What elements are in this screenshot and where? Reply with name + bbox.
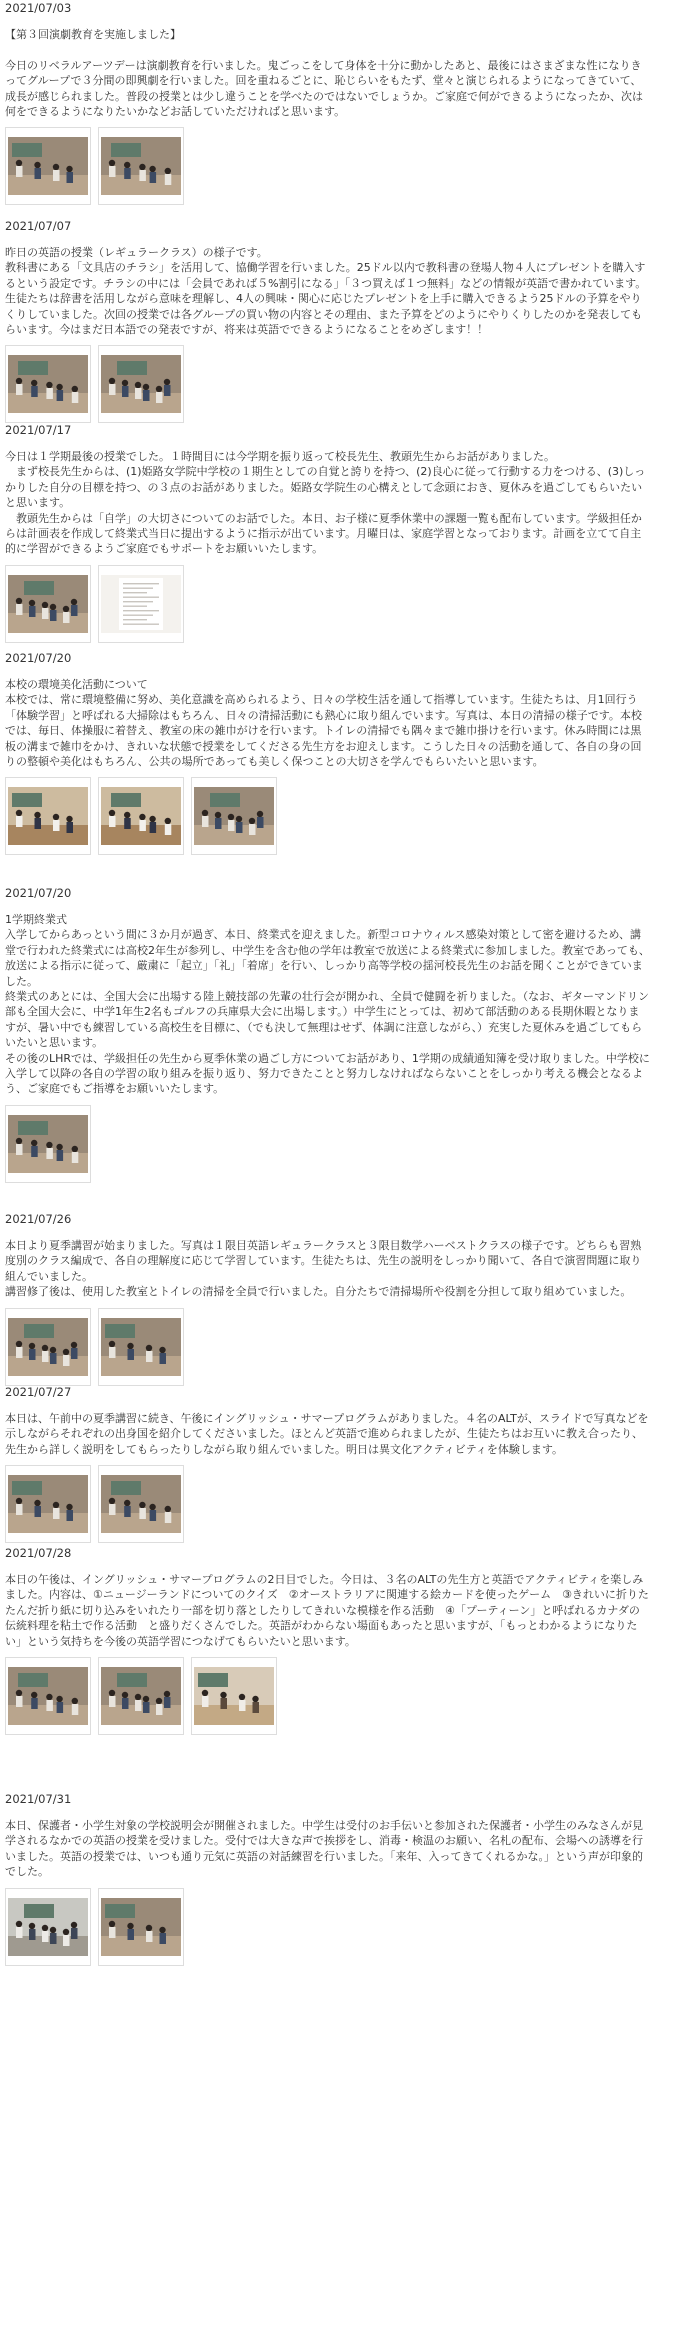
photo-thumbnail[interactable] [98, 1308, 184, 1386]
photo-thumbnail[interactable] [98, 1888, 184, 1966]
photo-row [5, 1657, 650, 1735]
photo-thumbnail[interactable] [5, 565, 91, 643]
blog-entry [5, 650, 650, 855]
entry-body: 本日、保護者・小学生対象の学校説明会が開催されました。中学生は受付のお手伝いと参加された保護者・小学生のみなさんが見学されるなかでの英語の授業を受けました。受付では大きな声で挨拶をし、消毒・検温のお願い、名札の配布、会場への誘導を行いました。英語の授業では、いつも通り元気に英語の対話練習を行いました。「来年、入ってきてくれるかな。」という声が印象的でした。 [5, 1819, 643, 1879]
photo-thumbnail[interactable] [98, 565, 184, 643]
photo-thumbnail[interactable] [191, 777, 277, 855]
photo-row [5, 1465, 650, 1543]
blog-entry [5, 422, 650, 643]
entry-date: 2021/07/17 [5, 423, 72, 437]
blog-entry [5, 1384, 650, 1543]
classroom-photo [194, 787, 274, 845]
photo-thumbnail[interactable] [98, 1657, 184, 1735]
entry-date: 2021/07/27 [5, 1385, 72, 1399]
craft-photo [194, 1667, 274, 1725]
entry-date: 2021/07/26 [5, 1212, 72, 1226]
photo-thumbnail[interactable] [98, 127, 184, 205]
entry-body: 本日より夏季講習が始まりました。写真は１限目英語レギュラークラスと３限目数学ハーベストクラスの様子です。どちらも習熟度別のクラス編成で、各自の理解度に応じて学習しています。生徒たちは、先生の説明をしっかり聞いて、各自で演習問題に取り組んでいました。 講習修了後は、使用した教室とトイレの清掃を全員で行いました。自分たちで清掃場所や役割を分担して取り組めていました。 [5, 1239, 642, 1299]
photo-thumbnail[interactable] [98, 345, 184, 423]
cleaning-photo [101, 787, 181, 845]
blog-entry [5, 1545, 650, 1735]
entry-body: 1学期終業式 入学してからあっという間に３か月が過ぎ、本日、終業式を迎えました。新型コロナウィルス感染対策として密を避けるため、講堂で行われた終業式には高校2年生が参列し、中学生を含む他の学年は教室で放送による終業式に参加しました。教室であっても、放送による指示に従って、厳粛に「起立」「礼」「着席」を行い、しっかり高等学校の揺河校長先生のお話を聞くことができていました。 終業式のあとには、全国大会に出場する陸上競技部の先輩の壮行会が開かれ、全員で健闘を祈りました。（なお、ギターマンドリン部も全国大会に、中学1年生2名もゴルフの兵庫県大会に出場します。）中学生にとっては、初めて部活動のある長期休暇となりますが、暑い中でも練習している高校生を目標に、（でも決して無理はせず、体調に注意しながら、）充実した夏休みを過ごしてもらいたいと思います。 その後のLHRでは、学級担任の先生から夏季休業の過ごし方についてお話があり、1学期の成績通知簿を受け取りました。中学校に入学して以降の各自の学習の取り組みを振り返り、努力できたことと努力しなければならないことをしっかり考える機会となるよう、ご家庭でもご指導をお願いいたします。 [5, 913, 650, 1096]
classroom-photo [8, 137, 88, 195]
cleaning-photo [8, 787, 88, 845]
classroom-photo [101, 137, 181, 195]
entry-body: 本日の午後は、イングリッシュ・サマープログラムの2日目でした。今日は、３名のALTの先生方と英語でアクティビティを楽しみました。内容は、①ニュージーランドについてのクイズ ②オーストラリアに関連する絵カードを使ったゲーム ③きれいに折りたたんだ折り紙に切り込みをいれたり一部を切り落としたりしてきれいな模様を作る活動 ④「プーティーン」と呼ばれるカナダの伝統料理を粘土で作る活動 と盛りだくさんでした。英語がわからない場面もあったと思いますが、「もっとわかるようになりたい」という気持ちを今後の英語学習につなげてもらいたいと思います。 [5, 1573, 649, 1648]
photo-thumbnail[interactable] [5, 1105, 91, 1183]
entry-date: 2021/07/03 [5, 1, 72, 15]
classroom-photo [8, 1115, 88, 1173]
entry-body: 本校の環境美化活動について 本校では、常に環境整備に努め、美化意識を高められるよう、日々の学校生活を通して指導しています。生徒たちは、月1回行う「体験学習」と呼ばれる大掃除はもちろん、日々の清掃活動にも熱心に取り組んでいます。写真は、本日の清掃の様子です。本校では、毎日、体操服に着替え、教室の床の雑巾がけを行います。トイレの清掃でも隅々まで雑巾掛けを行います。休み時間には黒板の溝まで雑巾をかけ、きれいな状態で授業をしてくださる先生方をお迎えします。こうした日々の活動を通して、各自の身の回りの整頓や美化はもちろん、公共の場所であっても美しく保つことの大切さを学んでもらいたいと思います。 [5, 678, 642, 769]
classroom-photo [101, 1318, 181, 1376]
entry-date: 2021/07/28 [5, 1546, 72, 1560]
classroom-photo [101, 355, 181, 413]
classroom-photo [8, 1667, 88, 1725]
entry-date: 2021/07/20 [5, 651, 72, 665]
classroom-photo [8, 1318, 88, 1376]
photo-thumbnail[interactable] [5, 127, 91, 205]
photo-row [5, 565, 650, 643]
photo-thumbnail[interactable] [5, 777, 91, 855]
photo-thumbnail[interactable] [5, 1308, 91, 1386]
entry-date: 2021/07/31 [5, 1792, 72, 1806]
entry-body: 本日は、午前中の夏季講習に続き、午後にイングリッシュ・サマープログラムがありました。４名のALTが、スライドで写真などを示しながらそれぞれの出身国を紹介してくださいました。ほとんど英語で進められましたが、生徒たちはお互いに教え合ったり、先生から詳しく説明をしてもらったりしながら取り組んでいました。明日は異文化アクティビティを体験します。 [5, 1412, 649, 1456]
classroom-photo [8, 575, 88, 633]
school-hallway-photo [8, 1898, 88, 1956]
blog-entry [5, 0, 650, 205]
classroom-photo [8, 1475, 88, 1533]
photo-thumbnail[interactable] [5, 1657, 91, 1735]
blog-entry [5, 1791, 650, 1966]
photo-row [5, 1888, 650, 1966]
photo-row [5, 345, 650, 423]
classroom-photo [101, 1475, 181, 1533]
photo-row [5, 777, 650, 855]
photo-row [5, 1308, 650, 1386]
photo-thumbnail[interactable] [98, 777, 184, 855]
entry-body: 【第３回演劇教育を実施しました】 今日のリベラルアーツデーは演劇教育を行いました。鬼ごっこをして身体を十分に動かしたあと、最後にはさまざまな性になりきってグループで３分間の即興劇を行いました。回を重ねるごとに、恥じらいをもたず、堂々と演じられるようになってきていて、成長が感じられました。普段の授業とは少し違うことを学べたのではないでしょうか。ご家庭で何ができるようになったか、次は何をできるようになりたいかなどお話していただければと思います。 [5, 28, 643, 119]
classroom-photo [101, 1667, 181, 1725]
photo-thumbnail[interactable] [5, 1465, 91, 1543]
photo-row [5, 127, 650, 205]
photo-thumbnail[interactable] [5, 345, 91, 423]
entry-date: 2021/07/07 [5, 219, 72, 233]
classroom-photo [101, 1898, 181, 1956]
photo-thumbnail[interactable] [98, 1465, 184, 1543]
blog-entry [5, 218, 650, 423]
photo-thumbnail[interactable] [191, 1657, 277, 1735]
entry-date: 2021/07/20 [5, 886, 72, 900]
photo-row [5, 1105, 650, 1183]
classroom-photo [8, 355, 88, 413]
handout-photo [101, 575, 181, 633]
photo-thumbnail[interactable] [5, 1888, 91, 1966]
blog-entry [5, 885, 650, 1183]
entry-body: 今日は１学期最後の授業でした。１時間目には今学期を振り返って校長先生、教頭先生からお話がありました。 まず校長先生からは、(1)姫路女学院中学校の１期生としての自覚と誇りを持つ、(2)良心に従って行動する力をつける、(3)しっかりした自分の目標を持つ、の３点のお話がありました。姫路女学院生の心構えとして念頭におき、夏休みを過ごしてもらいたいと思います。 教頭先生からは「自学」の大切さについてのお話でした。本日、お子様に夏季休業中の課題一覧も配布しています。学級担任からは計画表を作成して終業式当日に提出するように指示が出ています。月曜日は、家庭学習となっております。計画を立てて自主的に学習ができるようご家庭でもサポートをお願いいたします。 [5, 450, 646, 556]
blog-entry [5, 1211, 650, 1386]
entry-body: 昨日の英語の授業（レギュラークラス）の様子です。 教科書にある「文具店のチラシ」を活用して、協働学習を行いました。25ドル以内で教科書の登場人物４人にプレゼントを購入するという設定です。チラシの中には「会員であれば５%割引になる」「３つ買えば１つ無料」などの情報が英語で書かれています。生徒たちは辞書を活用しながら意味を理解し、4人の興味・関心に応じたプレゼントを上手に購入できるよう25ドルの予算をやりくりしていました。次回の授業では各グループの買い物の内容とその理由、また予算をどのようにやりくりしたのかを発表してもらいます。今はまだ日本語での発表ですが、将来は英語でできるようになることをめざします！！ [5, 246, 647, 337]
